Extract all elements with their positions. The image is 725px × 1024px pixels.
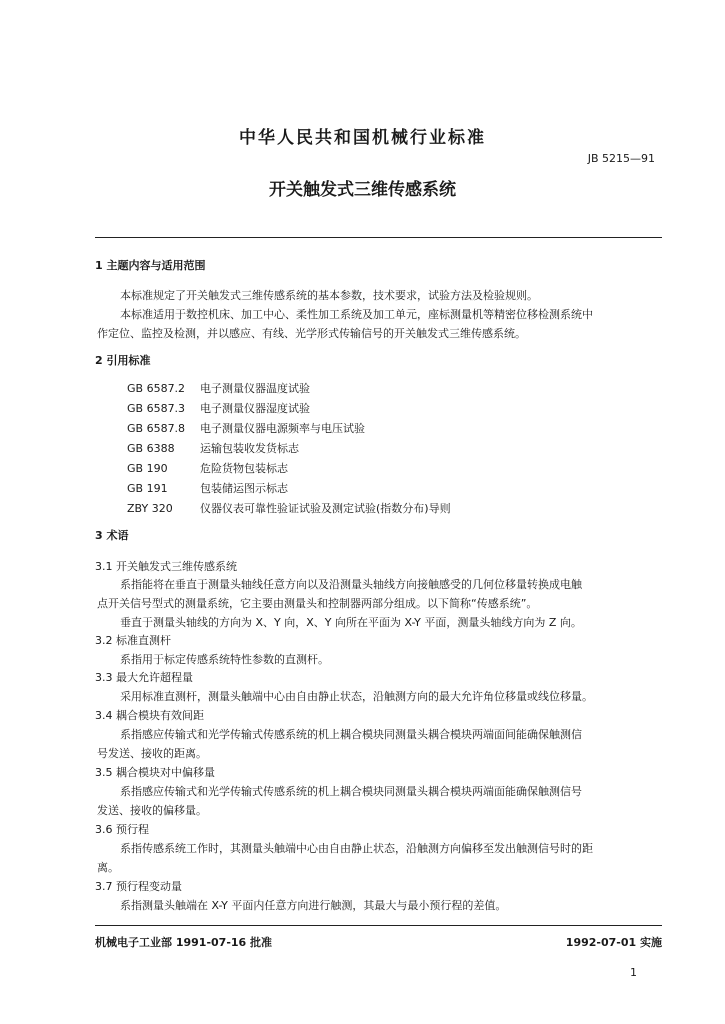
section-1-paragraph-2-line-1: 本标准适用于数控机床、加工中心、柔性加工系统及加工单元，座标测量机等精密位移检测系统中 [120,308,593,321]
reference-title: 电子测量仪器湿度试验 [200,402,310,415]
section-1-paragraph-2-line-2: 作定位、监控及检测，并以感应、有线、光学形式传输信号的开关触发式三维传感系统。 [97,327,526,340]
reference-title: 包装储运图示标志 [200,482,288,495]
approval-note: 机械电子工业部 1991-07-16 批准 [95,936,273,949]
footer-divider [95,925,662,926]
term-3-3-heading: 3.3 最大允许超程量 [95,671,193,684]
reference-row [127,420,365,436]
reference-row [127,500,451,516]
reference-code: GB 6587.2 [127,382,186,395]
term-3-6-heading: 3.6 预行程 [95,823,149,836]
reference-code: GB 6587.3 [127,402,186,415]
reference-title: 运输包装收发货标志 [200,442,299,455]
reference-row [127,480,288,496]
term-3-4-line-2: 号发送、接收的距离。 [97,747,207,760]
effective-date: 1992-07-01 实施 [565,936,662,949]
document-title: 开关触发式三维传感系统 [269,180,456,200]
term-3-3-line-1: 采用标准直测杆，测量头触端中心由自由静止状态，沿触测方向的最大允许角位移量或线位移量。 [120,690,593,703]
header-divider [95,237,662,238]
term-3-2-heading: 3.2 标准直测杆 [95,634,171,647]
reference-title: 电子测量仪器电源频率与电压试验 [200,422,365,435]
term-3-1-line-3: 垂直于测量头轴线的方向为 X、Y 向，X、Y 向所在平面为 X-Y 平面，测量头轴线方向为 Z 向。 [120,616,582,629]
term-3-4-line-1: 系指感应传输式和光学传输式传感系统的机上耦合模块同测量头耦合模块两端面间能确保触测信 [120,728,582,741]
reference-code: GB 6388 [127,442,175,455]
page-number: 1 [630,966,637,979]
reference-code: ZBY 320 [127,502,173,515]
reference-row [127,440,299,456]
section-1-heading: 1 主题内容与适用范围 [95,259,206,272]
term-3-5-heading: 3.5 耦合模块对中偏移量 [95,766,215,779]
standard-header: 中华人民共和国机械行业标准 [239,128,486,148]
reference-code: GB 191 [127,482,168,495]
term-3-1-heading: 3.1 开关触发式三维传感系统 [95,560,237,573]
term-3-1-line-1: 系指能将在垂直于测量头轴线任意方向以及沿测量头轴线方向接触感受的几何位移量转换成电触 [120,578,582,591]
term-3-4-heading: 3.4 耦合模块有效间距 [95,709,204,722]
term-3-5-line-1: 系指感应传输式和光学传输式传感系统的机上耦合模块同测量头耦合模块两端面能确保触测信号 [120,785,582,798]
reference-row [127,460,288,476]
section-2-heading: 2 引用标准 [95,354,151,367]
term-3-7-line-1: 系指测量头触端在 X-Y 平面内任意方向进行触测，其最大与最小预行程的差值。 [120,899,507,912]
term-3-6-line-1: 系指传感系统工作时，其测量头触端中心由自由静止状态，沿触测方向偏移至发出触测信号时的距 [120,842,593,855]
section-1-paragraph-1: 本标准规定了开关触发式三维传感系统的基本参数，技术要求，试验方法及检验规则。 [120,289,538,302]
reference-code: GB 6587.8 [127,422,186,435]
reference-row [127,400,310,416]
term-3-5-line-2: 发送、接收的偏移量。 [97,804,207,817]
term-3-6-line-2: 离。 [97,861,119,874]
reference-title: 危险货物包装标志 [200,462,288,475]
term-3-2-line-1: 系指用于标定传感系统特性参数的直测杆。 [120,653,329,666]
reference-title: 仪器仪表可靠性验证试验及测定试验(指数分布)导则 [200,502,451,515]
reference-title: 电子测量仪器温度试验 [200,382,310,395]
standard-number: JB 5215—91 [587,152,655,165]
section-3-heading: 3 术语 [95,529,129,542]
term-3-7-heading: 3.7 预行程变动量 [95,880,182,893]
term-3-1-line-2: 点开关信号型式的测量系统，它主要由测量头和控制器两部分组成。以下简称“传感系统”。 [97,597,538,610]
reference-code: GB 190 [127,462,168,475]
reference-row [127,380,310,396]
